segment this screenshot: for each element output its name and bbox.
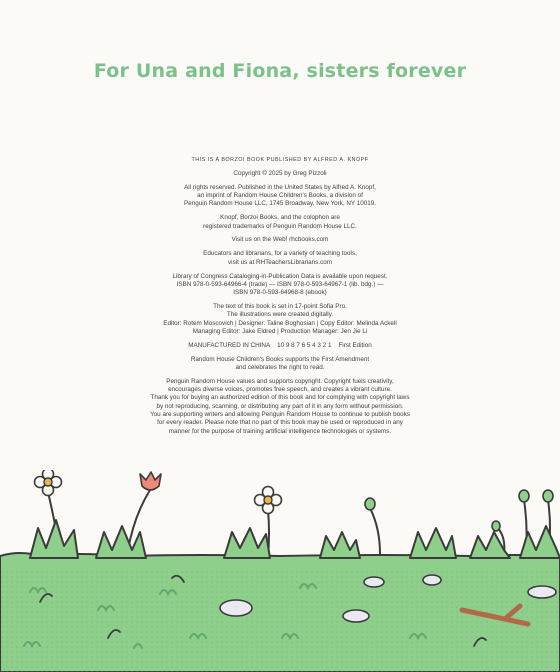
grass-texture	[0, 570, 560, 672]
educators-paragraph: Educators and librarians, for a variety of teaching tools, visit us at RHTeachersLibrarians.com	[203, 250, 357, 266]
trademarks-paragraph: Knopf, Borzoi Books, and the colophon are registered trademarks of Penguin Random House LLC.	[203, 214, 357, 230]
printing-line: 10 9 8 7 6 5 4 3 2 1	[277, 341, 332, 349]
flower-left	[35, 470, 62, 496]
grass-tufts	[30, 520, 560, 558]
penguin-copyright-paragraph: Penguin Random House values and supports copyright. Copyright fuels creativity, encourages diverse voices, promotes free speech, and creates a vibrant culture. Thank you for buying an authorized edition of this book and for complying with copyright laws by not reproducing, scanning, or distributing any part of it in any form without permission. You are supporting writers and allowing Penguin Random House to continue to publish books for every reader. Please note that no part of this book may be used or reproduced in any manner for the purpose of training artificial intelligence technologies or systems.	[150, 377, 410, 435]
copyright-block	[100, 156, 460, 442]
dedication: For Una and Fiona, sisters forever	[93, 60, 467, 82]
copyright-line: Copyright © 2025 by Greg Pizzoli	[233, 169, 327, 177]
flower-center	[255, 487, 282, 514]
edition-text: First Edition	[338, 341, 372, 349]
tulip-flower	[140, 472, 161, 490]
publisher-line: THIS IS A BORZOI BOOK PUBLISHED BY ALFRED A. KNOPF	[191, 157, 369, 163]
rights-paragraph: All rights reserved. Published in the United States by Alfred A. Knopf, an imprint of Random House Children's Books, a division of Penguin Random House LLC, 1745 Broadway, New York, NY 10019.	[184, 183, 376, 208]
manufacturing-line	[100, 342, 460, 350]
meadow-illustration	[0, 470, 560, 672]
cip-paragraph: Library of Congress Cataloging-in-Publication Data is available upon request. ISBN 978-0-593-64966-4 (trade) — ISBN 978-0-593-64967-1 (lib. bdg.) — ISBN 978-0-593-64968-8 (ebook)	[172, 272, 388, 297]
manufactured-text: MANUFACTURED IN CHINA	[188, 341, 271, 349]
credits-paragraph: The text of this book is set in 17-point Sofia Pro. The illustrations were created digitally. Editor: Rotem Moscovich | Designer: Taline Boghosian | Copy Editor: Melinda Ackell Managing Editor: Jake Eldred | Production Manager: Jen Jie Li	[163, 303, 397, 335]
amendment-paragraph: Random House Children's Books supports the First Amendment and celebrates the right to read.	[190, 355, 370, 371]
visit-line: Visit us on the Web! rhcbooks.com	[231, 236, 329, 244]
